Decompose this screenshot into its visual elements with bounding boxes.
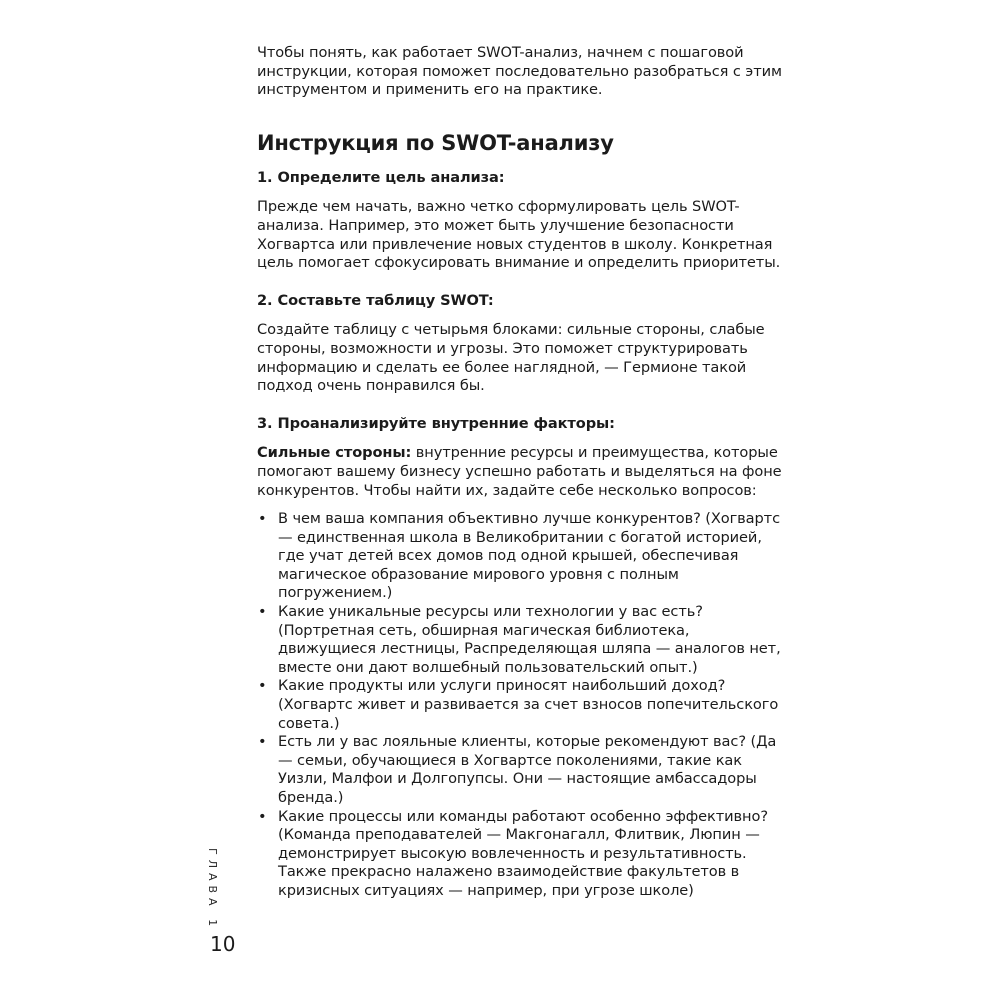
list-item-text: Есть ли у вас лояльные клиенты, которые рекомендуют вас? (Да — семьи, обучающиеся в Хогвартсе поколениями, такие как Уизли, Малфои и Долгопупсы. Они — настоящие амбассадоры бренда.) [278,733,777,806]
bullet-icon: • [258,603,267,621]
step-2-text: Создайте таблицу с четырьмя блоками: сильные стороны, слабые стороны, возможности и угрозы. Это поможет структурировать информацию и сделать ее более наглядной, — Гермионе такой подход очень понравился бы. [257,321,765,395]
step-2-title: 2. Составьте таблицу SWOT: [257,291,494,309]
list-item-text: Какие процессы или команды работают особенно эффективно? (Команда преподавателей — Макгонагалл, Флитвик, Люпин — демонстрирует высокую вовлеченность и результативность. Также прекрасно налажено взаимодействие факультетов в кризисных ситуациях — например, при угрозе школе) [278,807,768,899]
list-item [257,808,789,901]
bullet-icon: • [258,677,267,695]
strengths-description: внутренние ресурсы и преимущества, которые помогают вашему бизнесу успешно работать и выделяться на фоне конкурентов. Чтобы найти их, задайте себе несколько вопросов: [257,444,782,499]
page-body [257,44,789,901]
list-item-text: В чем ваша компания объективно лучше конкурентов? (Хогвартс — единственная школа в Великобритании с богатой историей, где учат детей всех домов под одной крышей, обеспечивая магическое образование мирового уровня с полным погружением.) [278,510,781,602]
chapter-label: ГЛАВА 1 [206,848,219,932]
step-3-text [257,444,789,500]
list-item [257,510,789,603]
bullet-icon: • [258,510,267,528]
step-3-title: 3. Проанализируйте внутренние факторы: [257,414,615,432]
bullet-icon: • [258,807,267,825]
list-item-text: Какие продукты или услуги приносят наибольший доход? (Хогвартс живет и развивается за счет взносов попечительского совета.) [278,677,779,732]
section-heading: Инструкция по SWOT-анализу [257,130,614,155]
strengths-lead: Сильные стороны: [257,444,412,462]
bullet-icon: • [258,733,267,751]
strengths-questions-list [257,510,789,900]
list-item [257,733,789,807]
step-1-title: 1. Определите цель анализа: [257,168,505,186]
list-item [257,603,789,677]
intro-paragraph: Чтобы понять, как работает SWOT-анализ, начнем с пошаговой инструкции, которая поможет последовательно разобраться с этим инструментом и применить его на практике. [257,44,782,99]
list-item-text: Какие уникальные ресурсы или технологии у вас есть? (Портретная сеть, обширная магическая библиотека, движущиеся лестницы, Распределяющая шляпа — аналогов нет, вместе они дают волшебный пользовательский опыт.) [278,603,781,676]
step-1-text: Прежде чем начать, важно четко сформулировать цель SWOT-анализа. Например, это может быть улучшение безопасности Хогвартса или привлечение новых студентов в школу. Конкретная цель помогает сфокусировать внимание и определить приоритеты. [257,198,781,272]
page-number: 10 [210,932,236,956]
list-item [257,677,789,733]
